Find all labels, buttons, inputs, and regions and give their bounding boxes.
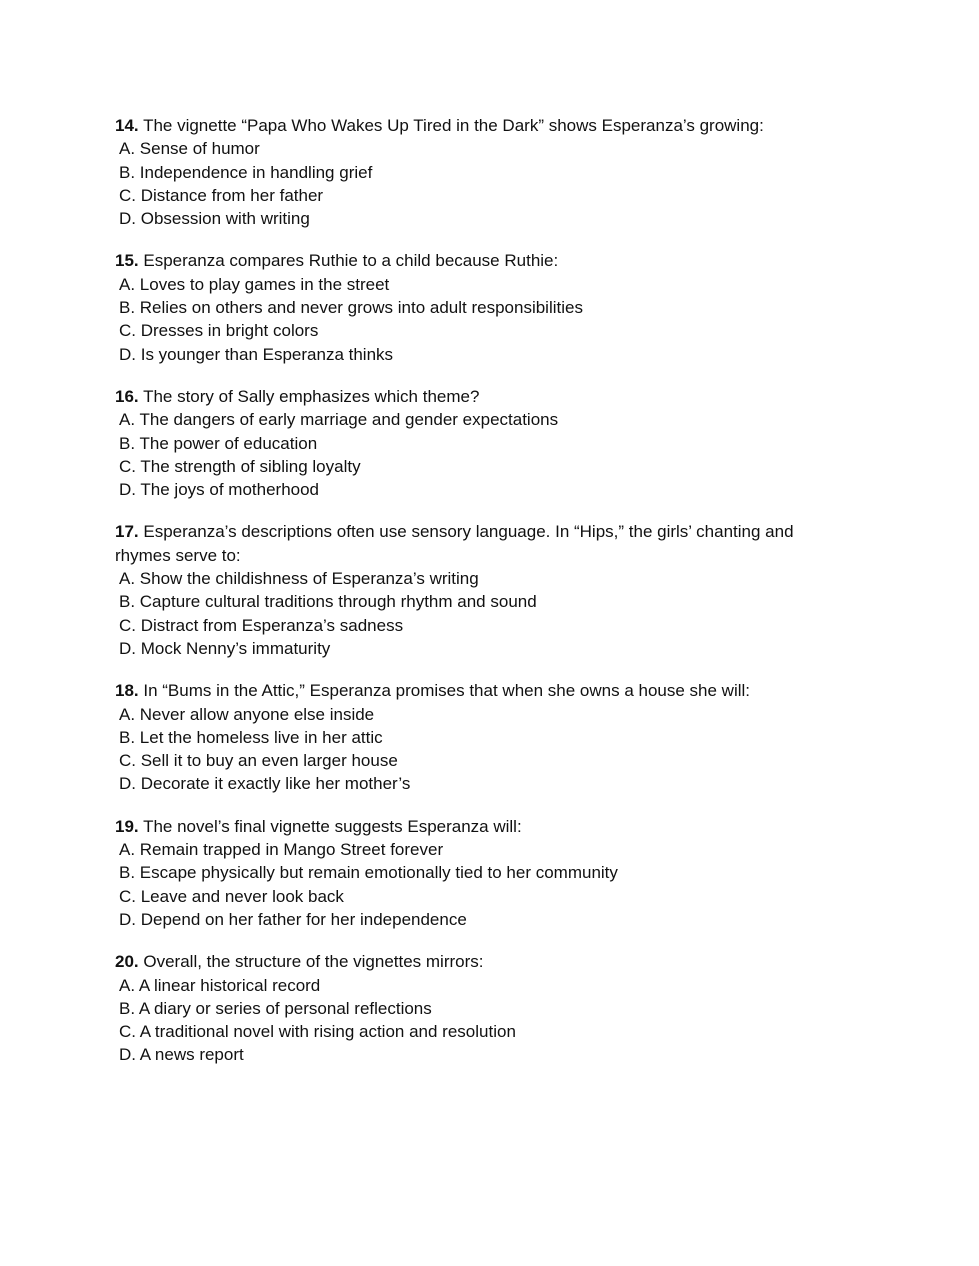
question-15 xyxy=(115,249,835,365)
question-list xyxy=(115,114,835,1086)
answer-option-d: D. A news report xyxy=(119,1045,244,1065)
question-16 xyxy=(115,385,835,501)
question-text: Esperanza compares Ruthie to a child because Ruthie: xyxy=(143,251,559,271)
answer-option-a: A. Remain trapped in Mango Street forever xyxy=(119,840,444,860)
answer-option-c: C. Dresses in bright colors xyxy=(119,321,319,341)
question-number: 20. xyxy=(115,952,139,972)
answer-option-c: C. Leave and never look back xyxy=(119,886,344,906)
answer-option-d: D. Decorate it exactly like her mother’s xyxy=(119,774,411,794)
answer-option-c: C. The strength of sibling loyalty xyxy=(119,456,361,476)
answer-option-b: B. Relies on others and never grows into adult responsibilities xyxy=(119,298,583,318)
answer-option-b: B. Independence in handling grief xyxy=(119,162,373,182)
question-number: 15. xyxy=(115,251,139,271)
question-18 xyxy=(115,679,835,795)
answer-option-b: B. Let the homeless live in her attic xyxy=(119,727,383,747)
question-14 xyxy=(115,114,835,230)
answer-option-a: A. Never allow anyone else inside xyxy=(119,704,375,724)
question-number: 17. xyxy=(115,522,139,542)
answer-option-a: A. Loves to play games in the street xyxy=(119,274,390,294)
question-stem xyxy=(115,815,835,838)
question-17 xyxy=(115,520,835,660)
answer-option-a: A. The dangers of early marriage and gender expectations xyxy=(119,410,559,430)
answer-option-d: D. The joys of motherhood xyxy=(119,480,320,500)
question-text: The novel’s final vignette suggests Esperanza will: xyxy=(143,816,522,836)
question-stem xyxy=(115,679,835,702)
answer-option-a: A. Show the childishness of Esperanza’s writing xyxy=(119,569,479,589)
question-number: 19. xyxy=(115,816,139,836)
answer-option-a: A. Sense of humor xyxy=(119,139,260,159)
answer-option-c: C. A traditional novel with rising action and resolution xyxy=(119,1022,516,1042)
answer-option-b: B. Escape physically but remain emotionally tied to her community xyxy=(119,863,618,883)
question-number: 16. xyxy=(115,386,139,406)
question-text: Overall, the structure of the vignettes mirrors: xyxy=(143,952,484,972)
question-text: The story of Sally emphasizes which theme? xyxy=(143,386,480,406)
answer-option-b: B. Capture cultural traditions through rhythm and sound xyxy=(119,592,537,612)
question-stem xyxy=(115,520,835,567)
answer-option-b: B. A diary or series of personal reflections xyxy=(119,998,432,1018)
question-stem xyxy=(115,114,835,137)
question-number: 14. xyxy=(115,116,139,135)
answer-option-d: D. Mock Nenny’s immaturity xyxy=(119,638,331,658)
question-stem xyxy=(115,385,835,408)
question-stem xyxy=(115,950,835,973)
question-text: The vignette “Papa Who Wakes Up Tired in the Dark” shows Esperanza’s growing: xyxy=(143,116,764,135)
answer-option-d: D. Is younger than Esperanza thinks xyxy=(119,344,394,364)
question-text: In “Bums in the Attic,” Esperanza promises that when she owns a house she will: xyxy=(143,681,751,701)
answer-option-d: D. Obsession with writing xyxy=(119,209,310,229)
answer-option-a: A. A linear historical record xyxy=(119,975,321,995)
question-text: Esperanza’s descriptions often use sensory language. In “Hips,” the girls’ chanting and rhymes serve to: xyxy=(115,522,794,565)
answer-option-c: C. Sell it to buy an even larger house xyxy=(119,751,398,771)
question-stem xyxy=(115,249,835,272)
answer-option-c: C. Distract from Esperanza’s sadness xyxy=(119,615,404,635)
question-number: 18. xyxy=(115,681,139,701)
answer-option-c: C. Distance from her father xyxy=(119,185,324,205)
answer-option-d: D. Depend on her father for her independence xyxy=(119,909,467,929)
question-20 xyxy=(115,950,835,1066)
answer-option-b: B. The power of education xyxy=(119,433,318,453)
question-19 xyxy=(115,815,835,931)
